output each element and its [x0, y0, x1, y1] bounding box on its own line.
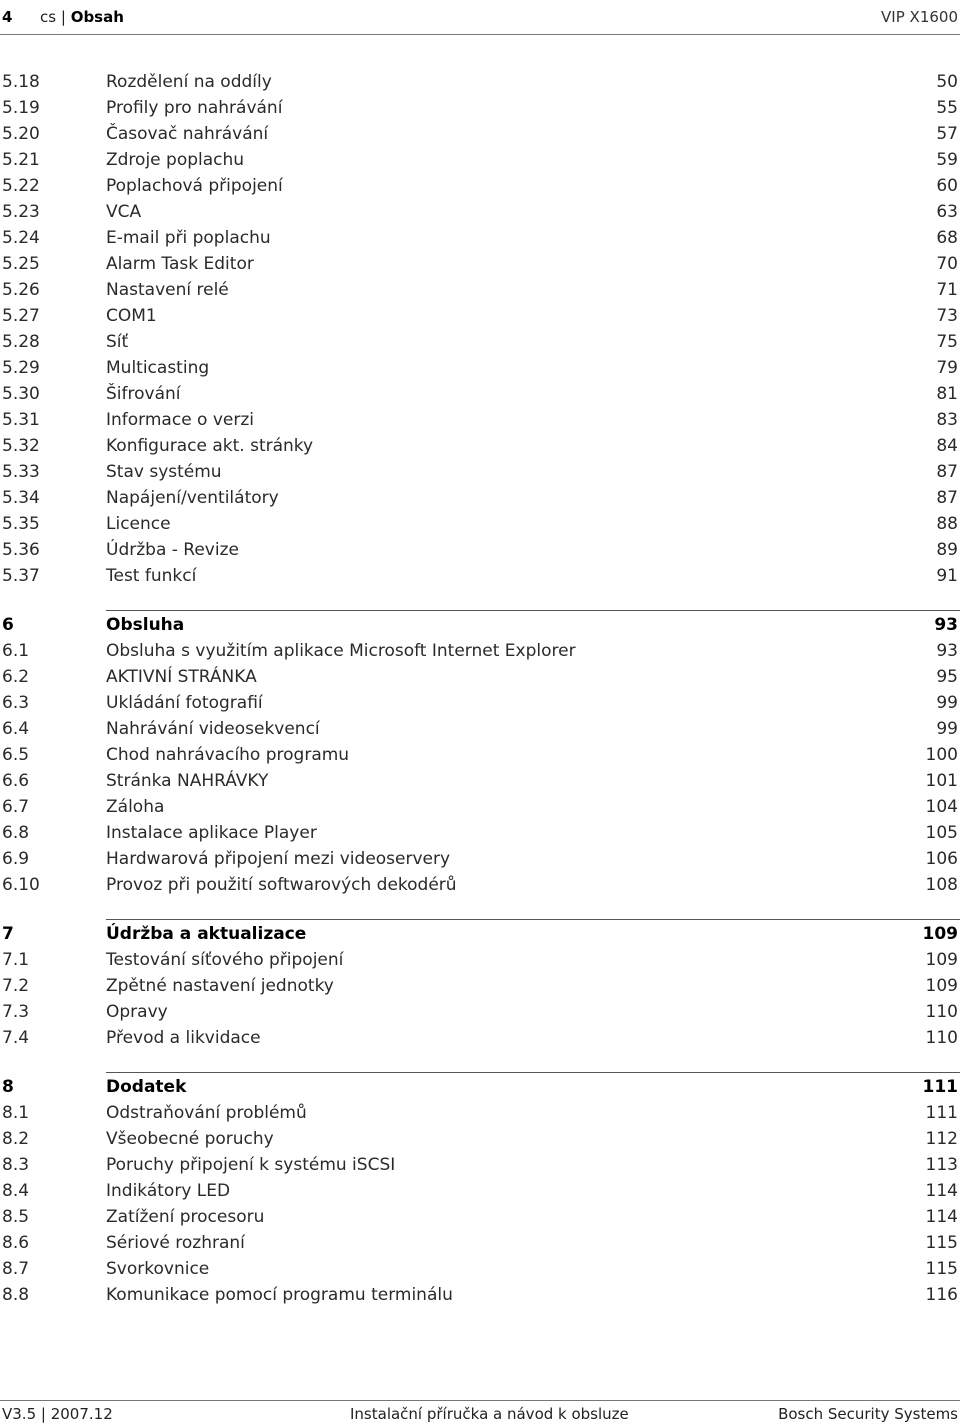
toc-entry-row[interactable] [0, 277, 960, 303]
toc-entry-row[interactable] [0, 199, 960, 225]
toc-entry-title: Stav systému [106, 462, 222, 482]
toc-entry-number: 7.4 [2, 1028, 30, 1048]
toc-entry-row[interactable] [0, 433, 960, 459]
toc-entry-title: Údržba - Revize [106, 540, 239, 560]
header-section [40, 8, 124, 26]
toc-entry-title: Obsluha [106, 615, 185, 635]
toc-entry-title: Zatížení procesoru [106, 1207, 265, 1227]
toc-entry-number: 7.3 [2, 1002, 30, 1022]
toc-entry-title: Svorkovnice [106, 1259, 210, 1279]
toc-entry-number: 5.32 [2, 436, 40, 456]
toc-entry-title: Alarm Task Editor [106, 254, 254, 274]
toc-entry-page: 116 [925, 1285, 958, 1305]
toc-entry-page: 71 [936, 280, 958, 300]
toc-entry-number: 5.36 [2, 540, 40, 560]
toc-entry-page: 95 [936, 667, 958, 687]
toc-entry-page: 91 [936, 566, 958, 586]
toc-entry-title: VCA [106, 202, 142, 222]
toc-entry-number: 7 [2, 924, 14, 944]
toc-entry-page: 111 [925, 1103, 958, 1123]
toc-entry-title: Rozdělení na oddíly [106, 72, 272, 92]
toc-entry-row[interactable] [0, 1126, 960, 1152]
toc-entry-title: Informace o verzi [106, 410, 255, 430]
toc-entry-row[interactable] [0, 1282, 960, 1308]
toc-entry-page: 87 [936, 488, 958, 508]
toc-entry-title: Instalace aplikace Player [106, 823, 317, 843]
toc-entry-title: Licence [106, 514, 171, 534]
toc-entry-title: Dodatek [106, 1077, 187, 1097]
toc-entry-page: 83 [936, 410, 958, 430]
toc-entry-number: 5.34 [2, 488, 40, 508]
toc-entry-number: 5.35 [2, 514, 40, 534]
toc-entry-page: 93 [936, 641, 958, 661]
toc-entry-number: 6.1 [2, 641, 30, 661]
toc-entry-title: Zpětné nastavení jednotky [106, 976, 334, 996]
toc-entry-title: Šifrování [106, 384, 181, 404]
toc-entry-number: 6.4 [2, 719, 30, 739]
toc-entry-row[interactable] [0, 999, 960, 1025]
toc-entry-title: Poplachová připojení [106, 176, 283, 196]
toc-entry-number: 5.21 [2, 150, 40, 170]
toc-entry-title: Záloha [106, 797, 165, 817]
toc-entry-page: 115 [925, 1259, 958, 1279]
footer-doc-title: Instalační příručka a návod k obsluze [350, 1405, 629, 1423]
toc-entry-number: 5.29 [2, 358, 40, 378]
header-separator: | [60, 8, 66, 26]
toc-entry-page: 60 [936, 176, 958, 196]
toc-entry-row[interactable] [0, 1256, 960, 1282]
toc-entry-page: 68 [936, 228, 958, 248]
toc-entry-number: 5.18 [2, 72, 40, 92]
footer-company: Bosch Security Systems [778, 1405, 958, 1423]
toc-entry-number: 5.37 [2, 566, 40, 586]
toc-entry-number: 5.24 [2, 228, 40, 248]
toc-entry-number: 5.20 [2, 124, 40, 144]
toc-entry-page: 57 [936, 124, 958, 144]
toc-entry-row[interactable] [0, 407, 960, 433]
toc-entry-page: 99 [936, 693, 958, 713]
toc-entry-row[interactable] [0, 742, 960, 768]
toc-entry-page: 63 [936, 202, 958, 222]
toc-entry-number: 7.2 [2, 976, 30, 996]
toc-entry-row[interactable] [0, 973, 960, 999]
table-of-contents [0, 69, 960, 1308]
toc-entry-row[interactable] [0, 121, 960, 147]
header-section-title: Obsah [70, 8, 124, 26]
toc-entry-page: 101 [925, 771, 958, 791]
toc-entry-number: 6.9 [2, 849, 30, 869]
toc-entry-number: 6.2 [2, 667, 30, 687]
toc-entry-row[interactable] [0, 690, 960, 716]
toc-entry-title: COM1 [106, 306, 157, 326]
toc-chapter-row[interactable] [0, 610, 960, 638]
toc-entry-row[interactable] [0, 872, 960, 898]
toc-entry-title: E-mail při poplachu [106, 228, 271, 248]
toc-entry-page: 114 [925, 1181, 958, 1201]
toc-entry-title: Stránka NAHRÁVKY [106, 771, 269, 791]
toc-entry-page: 88 [936, 514, 958, 534]
toc-entry-row[interactable] [0, 1178, 960, 1204]
toc-entry-page: 109 [925, 976, 958, 996]
toc-entry-title: Hardwarová připojení mezi videoservery [106, 849, 451, 869]
toc-entry-page: 114 [925, 1207, 958, 1227]
toc-entry-number: 6.8 [2, 823, 30, 843]
toc-entry-title: Opravy [106, 1002, 168, 1022]
toc-entry-page: 111 [922, 1077, 958, 1097]
toc-entry-number: 8.6 [2, 1233, 30, 1253]
toc-entry-title: Konfigurace akt. stránky [106, 436, 314, 456]
toc-entry-page: 73 [936, 306, 958, 326]
toc-entry-number: 8.5 [2, 1207, 30, 1227]
toc-entry-row[interactable] [0, 768, 960, 794]
toc-entry-row[interactable] [0, 537, 960, 563]
toc-entry-row[interactable] [0, 846, 960, 872]
toc-entry-number: 5.28 [2, 332, 40, 352]
toc-entry-title: Všeobecné poruchy [106, 1129, 274, 1149]
toc-entry-page: 89 [936, 540, 958, 560]
toc-entry-number: 5.23 [2, 202, 40, 222]
toc-entry-row[interactable] [0, 381, 960, 407]
toc-entry-page: 108 [925, 875, 958, 895]
toc-entry-row[interactable] [0, 147, 960, 173]
toc-entry-page: 109 [925, 950, 958, 970]
toc-entry-row[interactable] [0, 303, 960, 329]
toc-entry-page: 59 [936, 150, 958, 170]
toc-entry-page: 110 [925, 1002, 958, 1022]
toc-entry-title: Časovač nahrávání [106, 124, 269, 144]
toc-entry-row[interactable] [0, 947, 960, 973]
toc-entry-title: Převod a likvidace [106, 1028, 261, 1048]
toc-entry-row[interactable] [0, 69, 960, 95]
toc-entry-row[interactable] [0, 716, 960, 742]
toc-entry-title: Komunikace pomocí programu terminálu [106, 1285, 453, 1305]
page-number: 4 [2, 8, 13, 26]
toc-entry-title: Údržba a aktualizace [106, 924, 307, 944]
toc-entry-title: Testování síťového připojení [106, 950, 344, 970]
toc-entry-number: 5.27 [2, 306, 40, 326]
toc-entry-title: Síť [106, 332, 129, 352]
toc-entry-number: 8.1 [2, 1103, 30, 1123]
toc-entry-title: Nahrávání videosekvencí [106, 719, 320, 739]
toc-entry-number: 5.33 [2, 462, 40, 482]
toc-entry-page: 99 [936, 719, 958, 739]
toc-entry-title: Multicasting [106, 358, 210, 378]
toc-entry-number: 8.2 [2, 1129, 30, 1149]
toc-entry-row[interactable] [0, 459, 960, 485]
toc-entry-row[interactable] [0, 1025, 960, 1051]
toc-entry-row[interactable] [0, 95, 960, 121]
toc-entry-row[interactable] [0, 794, 960, 820]
toc-entry-page: 104 [925, 797, 958, 817]
toc-entry-page: 105 [925, 823, 958, 843]
toc-entry-row[interactable] [0, 664, 960, 690]
toc-entry-row[interactable] [0, 485, 960, 511]
toc-entry-number: 5.26 [2, 280, 40, 300]
toc-entry-page: 70 [936, 254, 958, 274]
header-language: cs [40, 8, 57, 26]
toc-entry-page: 81 [936, 384, 958, 404]
toc-entry-row[interactable] [0, 563, 960, 589]
toc-entry-number: 8.7 [2, 1259, 30, 1279]
toc-entry-title: AKTIVNÍ STRÁNKA [106, 667, 257, 687]
toc-entry-page: 110 [925, 1028, 958, 1048]
toc-entry-title: Nastavení relé [106, 280, 229, 300]
toc-entry-page: 93 [934, 615, 958, 635]
toc-entry-title: Provoz při použití softwarových dekodérů [106, 875, 457, 895]
toc-entry-page: 106 [925, 849, 958, 869]
toc-entry-row[interactable] [0, 1230, 960, 1256]
toc-entry-page: 100 [925, 745, 958, 765]
toc-entry-title: Odstraňování problémů [106, 1103, 307, 1123]
toc-entry-number: 8 [2, 1077, 14, 1097]
toc-entry-number: 5.19 [2, 98, 40, 118]
page-header [0, 0, 960, 35]
toc-entry-number: 6.10 [2, 875, 40, 895]
toc-entry-number: 5.22 [2, 176, 40, 196]
toc-entry-number: 6.3 [2, 693, 30, 713]
toc-entry-page: 87 [936, 462, 958, 482]
toc-entry-title: Napájení/ventilátory [106, 488, 279, 508]
toc-entry-number: 5.31 [2, 410, 40, 430]
toc-entry-page: 113 [925, 1155, 958, 1175]
header-product: VIP X1600 [881, 8, 958, 26]
page-footer [0, 1400, 960, 1424]
toc-chapter-row[interactable] [0, 1072, 960, 1100]
toc-entry-number: 7.1 [2, 950, 30, 970]
toc-entry-page: 55 [936, 98, 958, 118]
toc-entry-row[interactable] [0, 1152, 960, 1178]
footer-version: V3.5 | 2007.12 [2, 1405, 113, 1423]
toc-entry-title: Zdroje poplachu [106, 150, 245, 170]
toc-entry-page: 75 [936, 332, 958, 352]
toc-entry-number: 6.5 [2, 745, 30, 765]
toc-entry-number: 8.3 [2, 1155, 30, 1175]
toc-entry-title: Sériové rozhraní [106, 1233, 245, 1253]
toc-entry-row[interactable] [0, 1204, 960, 1230]
toc-entry-page: 50 [936, 72, 958, 92]
toc-entry-title: Poruchy připojení k systému iSCSI [106, 1155, 396, 1175]
toc-entry-number: 8.4 [2, 1181, 30, 1201]
toc-entry-number: 5.25 [2, 254, 40, 274]
toc-entry-page: 84 [936, 436, 958, 456]
toc-entry-row[interactable] [0, 251, 960, 277]
toc-entry-title: Indikátory LED [106, 1181, 231, 1201]
toc-entry-row[interactable] [0, 173, 960, 199]
toc-chapter-row[interactable] [0, 919, 960, 947]
toc-entry-number: 6.6 [2, 771, 30, 791]
toc-entry-title: Obsluha s využitím aplikace Microsoft Internet Explorer [106, 641, 576, 661]
toc-entry-title: Ukládání fotografií [106, 693, 263, 713]
toc-entry-page: 115 [925, 1233, 958, 1253]
toc-entry-number: 5.30 [2, 384, 40, 404]
toc-entry-page: 109 [922, 924, 958, 944]
toc-entry-row[interactable] [0, 511, 960, 537]
toc-entry-title: Test funkcí [106, 566, 197, 586]
toc-entry-row[interactable] [0, 638, 960, 664]
toc-entry-number: 6.7 [2, 797, 30, 817]
toc-entry-number: 8.8 [2, 1285, 30, 1305]
toc-entry-page: 112 [925, 1129, 958, 1149]
toc-entry-row[interactable] [0, 1100, 960, 1126]
toc-entry-number: 6 [2, 615, 14, 635]
toc-entry-row[interactable] [0, 355, 960, 381]
toc-entry-row[interactable] [0, 329, 960, 355]
toc-entry-title: Profily pro nahrávání [106, 98, 283, 118]
toc-entry-title: Chod nahrávacího programu [106, 745, 350, 765]
toc-entry-row[interactable] [0, 820, 960, 846]
toc-entry-page: 79 [936, 358, 958, 378]
toc-entry-row[interactable] [0, 225, 960, 251]
